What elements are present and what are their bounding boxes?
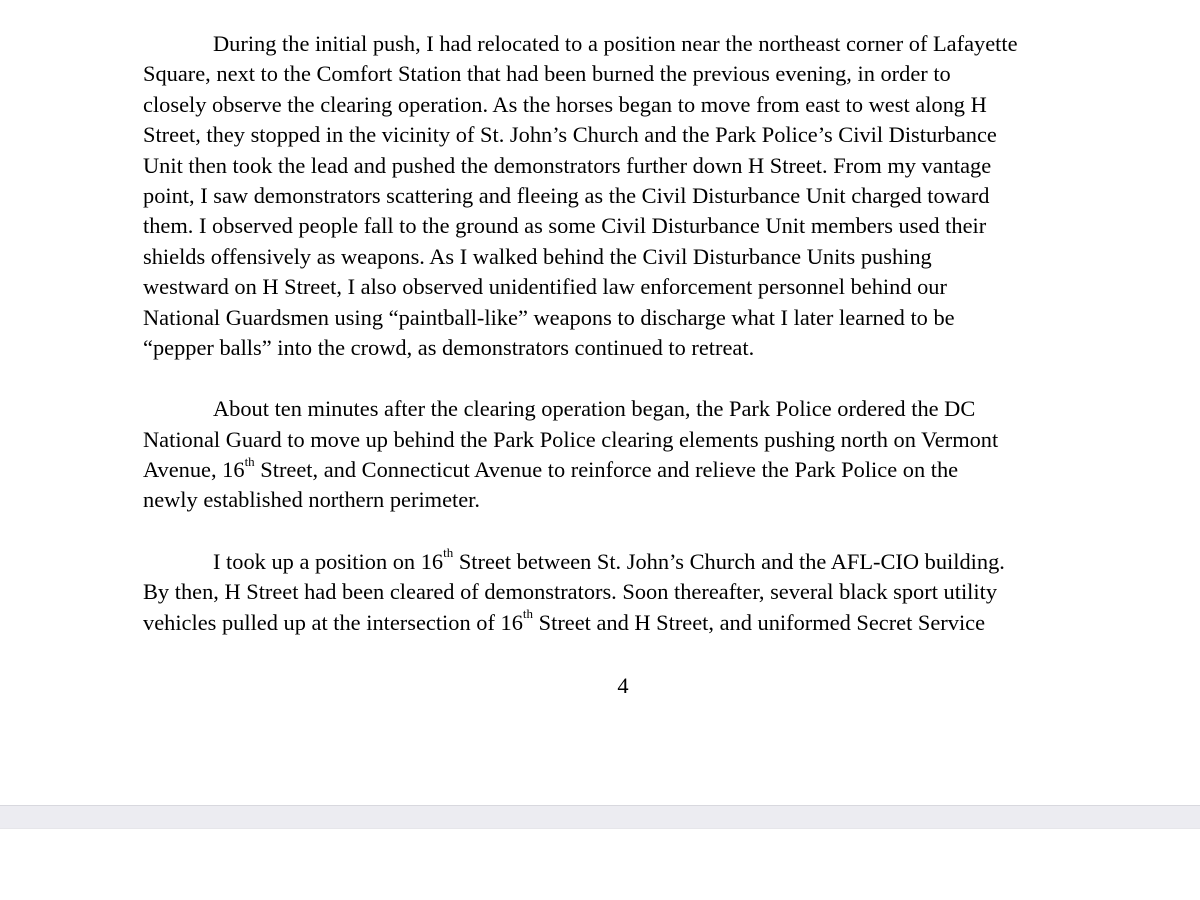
next-page (0, 829, 1200, 900)
text-line: them. I observed people fall to the ground as some Civil Disturbance Unit members used their (143, 213, 987, 239)
text-line: westward on H Street, I also observed unidentified law enforcement personnel behind our (143, 274, 947, 300)
text-line: shields offensively as weapons. As I walked behind the Civil Disturbance Units pushing (143, 243, 932, 269)
text-line: newly established northern perimeter. (143, 487, 480, 513)
text-line: Street, they stopped in the vicinity of St. John’s Church and the Park Police’s Civil Disturbance (143, 122, 997, 148)
text-line: About ten minutes after the clearing operation began, the Park Police ordered the DC (213, 396, 976, 422)
text-line: During the initial push, I had relocated to a position near the northeast corner of Lafayette (213, 31, 1018, 56)
text-line: Unit then took the lead and pushed the demonstrators further down H Street. From my vantage (143, 152, 992, 178)
document-body (143, 29, 1103, 638)
paragraph-3 (143, 547, 1103, 638)
paragraph-1 (143, 29, 1103, 363)
text-line: National Guardsmen using “paintball-like” weapons to discharge what I later learned to be (143, 304, 955, 330)
text-line: By then, H Street had been cleared of demonstrators. Soon thereafter, several black sport utility (143, 579, 998, 605)
text-line: Avenue, 16th Street, and Connecticut Avenue to reinforce and relieve the Park Police on the (143, 453, 959, 483)
ordinal-superscript: th (244, 453, 255, 469)
text-line: I took up a position on 16th Street between St. John’s Church and the AFL-CIO building. (213, 545, 1005, 574)
text-line: National Guard to move up behind the Park Police clearing elements pushing north on Vermont (143, 426, 999, 452)
text-line: Square, next to the Comfort Station that had been burned the previous evening, in order to (143, 61, 951, 87)
ordinal-superscript: th (443, 545, 454, 561)
text-line: vehicles pulled up at the intersection of 16th Street and H Street, and uniformed Secret Service (143, 606, 986, 635)
text-line: “pepper balls” into the crowd, as demonstrators continued to retreat. (143, 334, 755, 360)
paragraph-2 (143, 394, 1103, 516)
ordinal-superscript: th (522, 606, 534, 622)
page-separator (0, 805, 1200, 829)
text-line: point, I saw demonstrators scattering and fleeing as the Civil Disturbance Unit charged toward (143, 182, 990, 208)
text-line: closely observe the clearing operation. As the horses began to move from east to west along H (143, 91, 987, 117)
page-number: 4 (617, 673, 629, 698)
